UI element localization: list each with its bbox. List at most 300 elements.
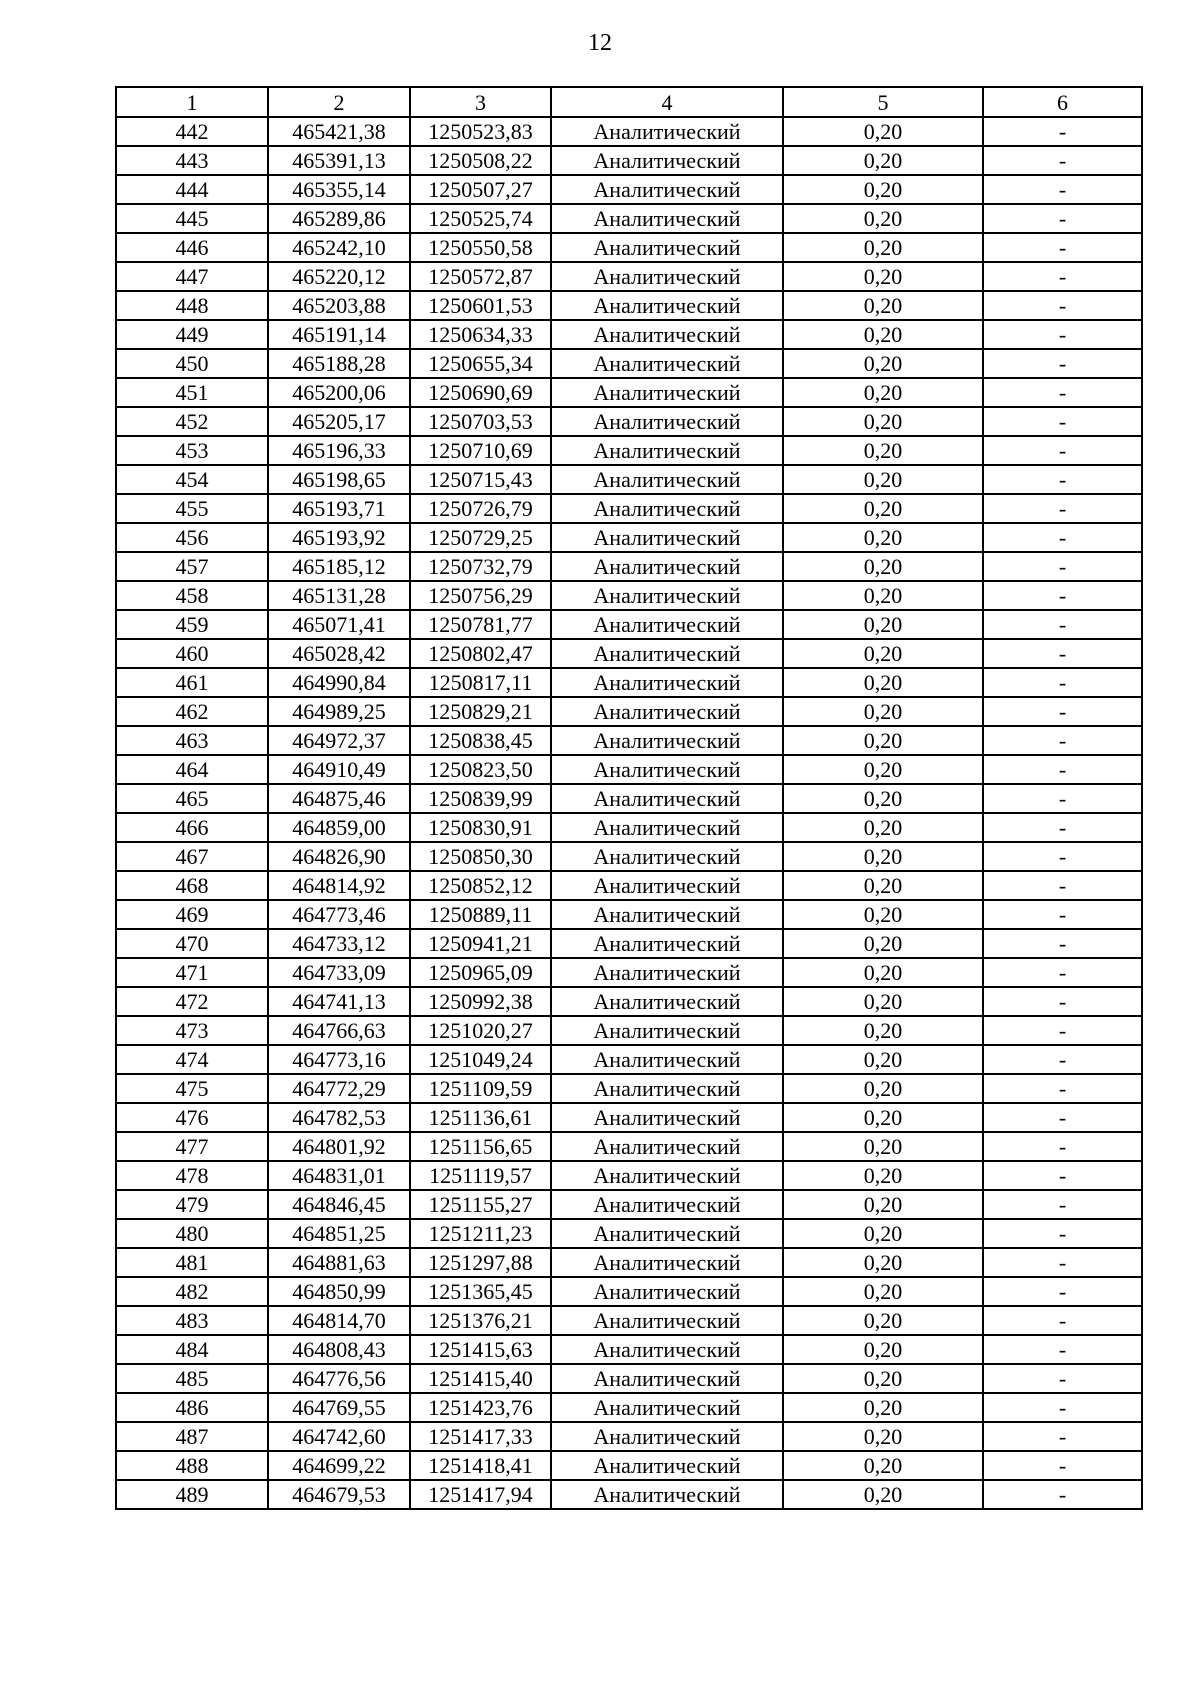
accuracy-cell: 0,20 [783, 1190, 983, 1219]
method-cell: Аналитический [551, 523, 783, 552]
accuracy-cell: 0,20 [783, 407, 983, 436]
point-number-cell: 487 [116, 1422, 268, 1451]
point-number-cell: 449 [116, 320, 268, 349]
point-number-cell: 459 [116, 610, 268, 639]
table-body [116, 117, 1142, 1509]
table-row [116, 871, 1142, 900]
accuracy-cell: 0,20 [783, 1335, 983, 1364]
table-row [116, 552, 1142, 581]
method-cell: Аналитический [551, 320, 783, 349]
accuracy-cell: 0,20 [783, 320, 983, 349]
note-cell: - [983, 697, 1142, 726]
method-cell: Аналитический [551, 146, 783, 175]
accuracy-cell: 0,20 [783, 1277, 983, 1306]
x-coordinate-cell: 464679,53 [268, 1480, 410, 1509]
x-coordinate-cell: 464814,92 [268, 871, 410, 900]
x-coordinate-cell: 464742,60 [268, 1422, 410, 1451]
x-coordinate-cell: 465028,42 [268, 639, 410, 668]
note-cell: - [983, 784, 1142, 813]
note-cell: - [983, 1335, 1142, 1364]
x-coordinate-cell: 465421,38 [268, 117, 410, 146]
table-row [116, 1219, 1142, 1248]
method-cell: Аналитический [551, 726, 783, 755]
note-cell: - [983, 958, 1142, 987]
note-cell: - [983, 146, 1142, 175]
x-coordinate-cell: 465188,28 [268, 349, 410, 378]
point-number-cell: 475 [116, 1074, 268, 1103]
accuracy-cell: 0,20 [783, 1248, 983, 1277]
table-row [116, 204, 1142, 233]
table-row [116, 842, 1142, 871]
note-cell: - [983, 1132, 1142, 1161]
table-row [116, 1132, 1142, 1161]
x-coordinate-cell: 464875,46 [268, 784, 410, 813]
accuracy-cell: 0,20 [783, 900, 983, 929]
method-cell: Аналитический [551, 1103, 783, 1132]
table-row [116, 494, 1142, 523]
note-cell: - [983, 1103, 1142, 1132]
method-cell: Аналитический [551, 1306, 783, 1335]
table-row [116, 378, 1142, 407]
x-coordinate-cell: 465220,12 [268, 262, 410, 291]
method-cell: Аналитический [551, 639, 783, 668]
y-coordinate-cell: 1250507,27 [410, 175, 551, 204]
accuracy-cell: 0,20 [783, 610, 983, 639]
x-coordinate-cell: 465203,88 [268, 291, 410, 320]
note-cell: - [983, 1219, 1142, 1248]
x-coordinate-cell: 464851,25 [268, 1219, 410, 1248]
method-cell: Аналитический [551, 929, 783, 958]
header-cell-5: 5 [783, 87, 983, 117]
y-coordinate-cell: 1250850,30 [410, 842, 551, 871]
note-cell: - [983, 117, 1142, 146]
point-number-cell: 461 [116, 668, 268, 697]
accuracy-cell: 0,20 [783, 378, 983, 407]
header-cell-2: 2 [268, 87, 410, 117]
method-cell: Аналитический [551, 291, 783, 320]
y-coordinate-cell: 1251156,65 [410, 1132, 551, 1161]
y-coordinate-cell: 1250941,21 [410, 929, 551, 958]
point-number-cell: 478 [116, 1161, 268, 1190]
point-number-cell: 457 [116, 552, 268, 581]
method-cell: Аналитический [551, 1335, 783, 1364]
y-coordinate-cell: 1250601,53 [410, 291, 551, 320]
note-cell: - [983, 262, 1142, 291]
y-coordinate-cell: 1250726,79 [410, 494, 551, 523]
x-coordinate-cell: 464910,49 [268, 755, 410, 784]
y-coordinate-cell: 1250838,45 [410, 726, 551, 755]
method-cell: Аналитический [551, 262, 783, 291]
accuracy-cell: 0,20 [783, 871, 983, 900]
table-row [116, 929, 1142, 958]
y-coordinate-cell: 1251020,27 [410, 1016, 551, 1045]
method-cell: Аналитический [551, 204, 783, 233]
point-number-cell: 485 [116, 1364, 268, 1393]
header-cell-6: 6 [983, 87, 1142, 117]
method-cell: Аналитический [551, 233, 783, 262]
method-cell: Аналитический [551, 175, 783, 204]
note-cell: - [983, 987, 1142, 1016]
method-cell: Аналитический [551, 1161, 783, 1190]
accuracy-cell: 0,20 [783, 1393, 983, 1422]
point-number-cell: 479 [116, 1190, 268, 1219]
method-cell: Аналитический [551, 871, 783, 900]
coordinates-table [115, 86, 1143, 1510]
x-coordinate-cell: 465205,17 [268, 407, 410, 436]
table-row [116, 1364, 1142, 1393]
table-row [116, 958, 1142, 987]
x-coordinate-cell: 465196,33 [268, 436, 410, 465]
x-coordinate-cell: 465131,28 [268, 581, 410, 610]
table-row [116, 1451, 1142, 1480]
method-cell: Аналитический [551, 465, 783, 494]
accuracy-cell: 0,20 [783, 813, 983, 842]
point-number-cell: 443 [116, 146, 268, 175]
x-coordinate-cell: 465071,41 [268, 610, 410, 639]
table-row [116, 1393, 1142, 1422]
table-row [116, 320, 1142, 349]
x-coordinate-cell: 464699,22 [268, 1451, 410, 1480]
table-row [116, 175, 1142, 204]
x-coordinate-cell: 464859,00 [268, 813, 410, 842]
x-coordinate-cell: 464831,01 [268, 1161, 410, 1190]
point-number-cell: 489 [116, 1480, 268, 1509]
note-cell: - [983, 204, 1142, 233]
header-cell-4: 4 [551, 87, 783, 117]
table-row [116, 1335, 1142, 1364]
note-cell: - [983, 871, 1142, 900]
point-number-cell: 472 [116, 987, 268, 1016]
accuracy-cell: 0,20 [783, 262, 983, 291]
accuracy-cell: 0,20 [783, 1364, 983, 1393]
y-coordinate-cell: 1251211,23 [410, 1219, 551, 1248]
method-cell: Аналитический [551, 1422, 783, 1451]
header-row [116, 87, 1142, 117]
point-number-cell: 483 [116, 1306, 268, 1335]
point-number-cell: 458 [116, 581, 268, 610]
x-coordinate-cell: 464846,45 [268, 1190, 410, 1219]
method-cell: Аналитический [551, 755, 783, 784]
accuracy-cell: 0,20 [783, 494, 983, 523]
note-cell: - [983, 552, 1142, 581]
accuracy-cell: 0,20 [783, 1480, 983, 1509]
x-coordinate-cell: 464801,92 [268, 1132, 410, 1161]
table-row [116, 523, 1142, 552]
y-coordinate-cell: 1250732,79 [410, 552, 551, 581]
header-cell-3: 3 [410, 87, 551, 117]
y-coordinate-cell: 1250839,99 [410, 784, 551, 813]
table-row [116, 1074, 1142, 1103]
accuracy-cell: 0,20 [783, 755, 983, 784]
x-coordinate-cell: 464826,90 [268, 842, 410, 871]
x-coordinate-cell: 464773,46 [268, 900, 410, 929]
y-coordinate-cell: 1250830,91 [410, 813, 551, 842]
point-number-cell: 466 [116, 813, 268, 842]
method-cell: Аналитический [551, 436, 783, 465]
note-cell: - [983, 610, 1142, 639]
method-cell: Аналитический [551, 1074, 783, 1103]
y-coordinate-cell: 1251417,33 [410, 1422, 551, 1451]
accuracy-cell: 0,20 [783, 929, 983, 958]
accuracy-cell: 0,20 [783, 726, 983, 755]
x-coordinate-cell: 464881,63 [268, 1248, 410, 1277]
y-coordinate-cell: 1250781,77 [410, 610, 551, 639]
y-coordinate-cell: 1250852,12 [410, 871, 551, 900]
x-coordinate-cell: 464990,84 [268, 668, 410, 697]
x-coordinate-cell: 465289,86 [268, 204, 410, 233]
y-coordinate-cell: 1251049,24 [410, 1045, 551, 1074]
method-cell: Аналитический [551, 1190, 783, 1219]
table-row [116, 1277, 1142, 1306]
x-coordinate-cell: 465391,13 [268, 146, 410, 175]
point-number-cell: 444 [116, 175, 268, 204]
table-row [116, 610, 1142, 639]
table-row [116, 987, 1142, 1016]
accuracy-cell: 0,20 [783, 697, 983, 726]
y-coordinate-cell: 1251415,63 [410, 1335, 551, 1364]
table-row [116, 407, 1142, 436]
accuracy-cell: 0,20 [783, 523, 983, 552]
table-row [116, 146, 1142, 175]
table-row [116, 1045, 1142, 1074]
table-row [116, 726, 1142, 755]
x-coordinate-cell: 464808,43 [268, 1335, 410, 1364]
accuracy-cell: 0,20 [783, 1016, 983, 1045]
y-coordinate-cell: 1250715,43 [410, 465, 551, 494]
method-cell: Аналитический [551, 1045, 783, 1074]
x-coordinate-cell: 465193,92 [268, 523, 410, 552]
accuracy-cell: 0,20 [783, 204, 983, 233]
point-number-cell: 486 [116, 1393, 268, 1422]
accuracy-cell: 0,20 [783, 436, 983, 465]
method-cell: Аналитический [551, 697, 783, 726]
note-cell: - [983, 1364, 1142, 1393]
point-number-cell: 454 [116, 465, 268, 494]
point-number-cell: 451 [116, 378, 268, 407]
x-coordinate-cell: 464989,25 [268, 697, 410, 726]
table-row [116, 1190, 1142, 1219]
method-cell: Аналитический [551, 900, 783, 929]
point-number-cell: 464 [116, 755, 268, 784]
method-cell: Аналитический [551, 407, 783, 436]
point-number-cell: 467 [116, 842, 268, 871]
table-row [116, 262, 1142, 291]
point-number-cell: 465 [116, 784, 268, 813]
method-cell: Аналитический [551, 668, 783, 697]
x-coordinate-cell: 464850,99 [268, 1277, 410, 1306]
point-number-cell: 445 [116, 204, 268, 233]
table-row [116, 1422, 1142, 1451]
table-row [116, 581, 1142, 610]
table-row [116, 900, 1142, 929]
accuracy-cell: 0,20 [783, 958, 983, 987]
note-cell: - [983, 1016, 1142, 1045]
y-coordinate-cell: 1250550,58 [410, 233, 551, 262]
accuracy-cell: 0,20 [783, 1161, 983, 1190]
note-cell: - [983, 175, 1142, 204]
method-cell: Аналитический [551, 1219, 783, 1248]
method-cell: Аналитический [551, 842, 783, 871]
accuracy-cell: 0,20 [783, 1422, 983, 1451]
accuracy-cell: 0,20 [783, 668, 983, 697]
method-cell: Аналитический [551, 581, 783, 610]
point-number-cell: 477 [116, 1132, 268, 1161]
note-cell: - [983, 233, 1142, 262]
table-row [116, 1161, 1142, 1190]
note-cell: - [983, 1422, 1142, 1451]
point-number-cell: 456 [116, 523, 268, 552]
accuracy-cell: 0,20 [783, 1045, 983, 1074]
note-cell: - [983, 1074, 1142, 1103]
table-row [116, 349, 1142, 378]
table-row [116, 1248, 1142, 1277]
x-coordinate-cell: 465191,14 [268, 320, 410, 349]
page-number: 12 [588, 30, 612, 56]
y-coordinate-cell: 1251155,27 [410, 1190, 551, 1219]
point-number-cell: 447 [116, 262, 268, 291]
note-cell: - [983, 813, 1142, 842]
accuracy-cell: 0,20 [783, 552, 983, 581]
table-row [116, 1016, 1142, 1045]
note-cell: - [983, 1306, 1142, 1335]
method-cell: Аналитический [551, 117, 783, 146]
table-row [116, 668, 1142, 697]
point-number-cell: 453 [116, 436, 268, 465]
accuracy-cell: 0,20 [783, 784, 983, 813]
note-cell: - [983, 1190, 1142, 1219]
note-cell: - [983, 494, 1142, 523]
method-cell: Аналитический [551, 1016, 783, 1045]
accuracy-cell: 0,20 [783, 233, 983, 262]
x-coordinate-cell: 464772,29 [268, 1074, 410, 1103]
note-cell: - [983, 1248, 1142, 1277]
x-coordinate-cell: 464769,55 [268, 1393, 410, 1422]
note-cell: - [983, 436, 1142, 465]
y-coordinate-cell: 1251415,40 [410, 1364, 551, 1393]
note-cell: - [983, 523, 1142, 552]
table-row [116, 1306, 1142, 1335]
point-number-cell: 484 [116, 1335, 268, 1364]
note-cell: - [983, 581, 1142, 610]
y-coordinate-cell: 1250634,33 [410, 320, 551, 349]
method-cell: Аналитический [551, 1248, 783, 1277]
method-cell: Аналитический [551, 813, 783, 842]
point-number-cell: 470 [116, 929, 268, 958]
y-coordinate-cell: 1250508,22 [410, 146, 551, 175]
accuracy-cell: 0,20 [783, 146, 983, 175]
point-number-cell: 462 [116, 697, 268, 726]
accuracy-cell: 0,20 [783, 1306, 983, 1335]
point-number-cell: 463 [116, 726, 268, 755]
point-number-cell: 476 [116, 1103, 268, 1132]
point-number-cell: 448 [116, 291, 268, 320]
accuracy-cell: 0,20 [783, 1451, 983, 1480]
y-coordinate-cell: 1250817,11 [410, 668, 551, 697]
point-number-cell: 468 [116, 871, 268, 900]
table-row [116, 784, 1142, 813]
table-row [116, 1480, 1142, 1509]
accuracy-cell: 0,20 [783, 291, 983, 320]
table-header [116, 87, 1142, 117]
y-coordinate-cell: 1250690,69 [410, 378, 551, 407]
method-cell: Аналитический [551, 1277, 783, 1306]
method-cell: Аналитический [551, 1364, 783, 1393]
table-row [116, 233, 1142, 262]
y-coordinate-cell: 1250572,87 [410, 262, 551, 291]
accuracy-cell: 0,20 [783, 987, 983, 1016]
method-cell: Аналитический [551, 958, 783, 987]
y-coordinate-cell: 1250802,47 [410, 639, 551, 668]
point-number-cell: 473 [116, 1016, 268, 1045]
method-cell: Аналитический [551, 552, 783, 581]
x-coordinate-cell: 464972,37 [268, 726, 410, 755]
accuracy-cell: 0,20 [783, 1074, 983, 1103]
note-cell: - [983, 1393, 1142, 1422]
point-number-cell: 474 [116, 1045, 268, 1074]
note-cell: - [983, 320, 1142, 349]
table-row [116, 117, 1142, 146]
note-cell: - [983, 1277, 1142, 1306]
table-row [116, 291, 1142, 320]
x-coordinate-cell: 464782,53 [268, 1103, 410, 1132]
method-cell: Аналитический [551, 378, 783, 407]
x-coordinate-cell: 465355,14 [268, 175, 410, 204]
method-cell: Аналитический [551, 494, 783, 523]
point-number-cell: 446 [116, 233, 268, 262]
table-row [116, 1103, 1142, 1132]
y-coordinate-cell: 1250655,34 [410, 349, 551, 378]
y-coordinate-cell: 1250710,69 [410, 436, 551, 465]
method-cell: Аналитический [551, 784, 783, 813]
method-cell: Аналитический [551, 987, 783, 1016]
table-row [116, 697, 1142, 726]
note-cell: - [983, 726, 1142, 755]
accuracy-cell: 0,20 [783, 1132, 983, 1161]
accuracy-cell: 0,20 [783, 581, 983, 610]
y-coordinate-cell: 1250823,50 [410, 755, 551, 784]
note-cell: - [983, 465, 1142, 494]
x-coordinate-cell: 465185,12 [268, 552, 410, 581]
x-coordinate-cell: 464773,16 [268, 1045, 410, 1074]
header-cell-1: 1 [116, 87, 268, 117]
y-coordinate-cell: 1251365,45 [410, 1277, 551, 1306]
method-cell: Аналитический [551, 1480, 783, 1509]
y-coordinate-cell: 1251109,59 [410, 1074, 551, 1103]
accuracy-cell: 0,20 [783, 639, 983, 668]
x-coordinate-cell: 464814,70 [268, 1306, 410, 1335]
point-number-cell: 442 [116, 117, 268, 146]
x-coordinate-cell: 465198,65 [268, 465, 410, 494]
table-row [116, 436, 1142, 465]
y-coordinate-cell: 1250829,21 [410, 697, 551, 726]
table-row [116, 639, 1142, 668]
table-row [116, 813, 1142, 842]
note-cell: - [983, 1161, 1142, 1190]
point-number-cell: 488 [116, 1451, 268, 1480]
y-coordinate-cell: 1251376,21 [410, 1306, 551, 1335]
y-coordinate-cell: 1250703,53 [410, 407, 551, 436]
y-coordinate-cell: 1251297,88 [410, 1248, 551, 1277]
note-cell: - [983, 639, 1142, 668]
y-coordinate-cell: 1251119,57 [410, 1161, 551, 1190]
x-coordinate-cell: 464776,56 [268, 1364, 410, 1393]
x-coordinate-cell: 464741,13 [268, 987, 410, 1016]
y-coordinate-cell: 1250965,09 [410, 958, 551, 987]
x-coordinate-cell: 464733,12 [268, 929, 410, 958]
note-cell: - [983, 668, 1142, 697]
method-cell: Аналитический [551, 1132, 783, 1161]
note-cell: - [983, 378, 1142, 407]
